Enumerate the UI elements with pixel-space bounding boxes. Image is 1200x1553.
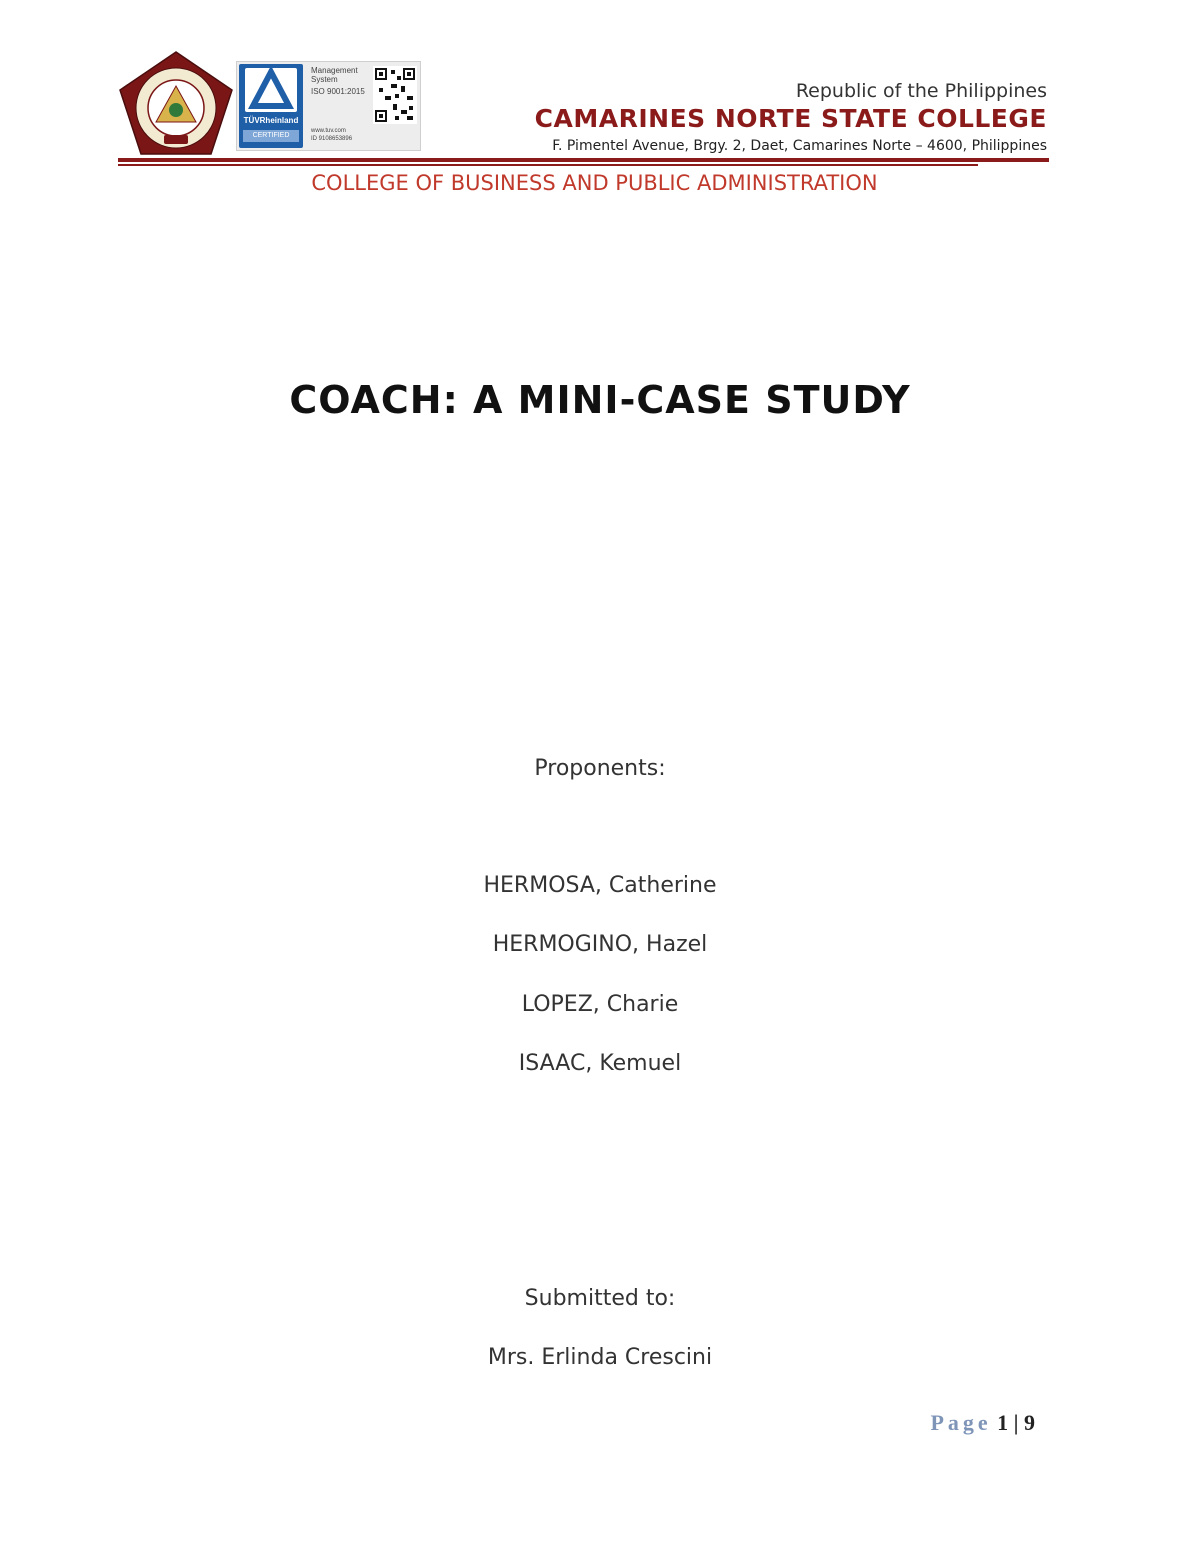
proponent-name: LOPEZ, Charie <box>521 992 679 1017</box>
proponent-name: HERMOSA, Catherine <box>483 873 717 898</box>
tuv-logo-block <box>239 64 303 148</box>
page-number-footer <box>930 1410 1035 1436</box>
cert-id: ID 9108653896 <box>311 136 353 142</box>
cert-system-line1: Management <box>311 66 358 75</box>
college-seal-logo <box>118 50 234 156</box>
proponent-name: HERMOGINO, Hazel <box>492 932 708 957</box>
tuv-brand-text: TÜVRheinland <box>243 116 299 125</box>
cert-url: www.tuv.com <box>311 128 346 134</box>
submitted-to-label: Submitted to: <box>524 1286 676 1311</box>
college-name: CAMARINES NORTE STATE COLLEGE <box>534 104 1047 133</box>
document-title: COACH: A MINI-CASE STUDY <box>289 378 911 422</box>
tuv-certified-label: CERTIFIED <box>243 130 299 142</box>
cert-system-line2: System <box>311 75 338 84</box>
header-divider-thin <box>118 164 978 166</box>
page-word: Page <box>930 1410 992 1435</box>
proponents-label: Proponents: <box>534 756 666 781</box>
qr-code-icon <box>373 66 417 124</box>
page-separator: | <box>1013 1410 1019 1435</box>
proponent-name: ISAAC, Kemuel <box>518 1051 682 1076</box>
adviser-name: Mrs. Erlinda Crescini <box>487 1345 713 1370</box>
tuv-certification-badge <box>236 61 421 151</box>
total-pages: 9 <box>1024 1410 1035 1435</box>
cert-standard: ISO 9001:2015 <box>311 87 365 96</box>
department-name: COLLEGE OF BUSINESS AND PUBLIC ADMINISTRATION <box>311 171 878 195</box>
college-address: F. Pimentel Avenue, Brgy. 2, Daet, Camarines Norte – 4600, Philippines <box>552 138 1047 154</box>
republic-line: Republic of the Philippines <box>795 80 1047 102</box>
tuv-triangle-icon <box>245 68 297 112</box>
page-number: 1 <box>997 1410 1009 1435</box>
header-divider-thick <box>118 158 1049 162</box>
